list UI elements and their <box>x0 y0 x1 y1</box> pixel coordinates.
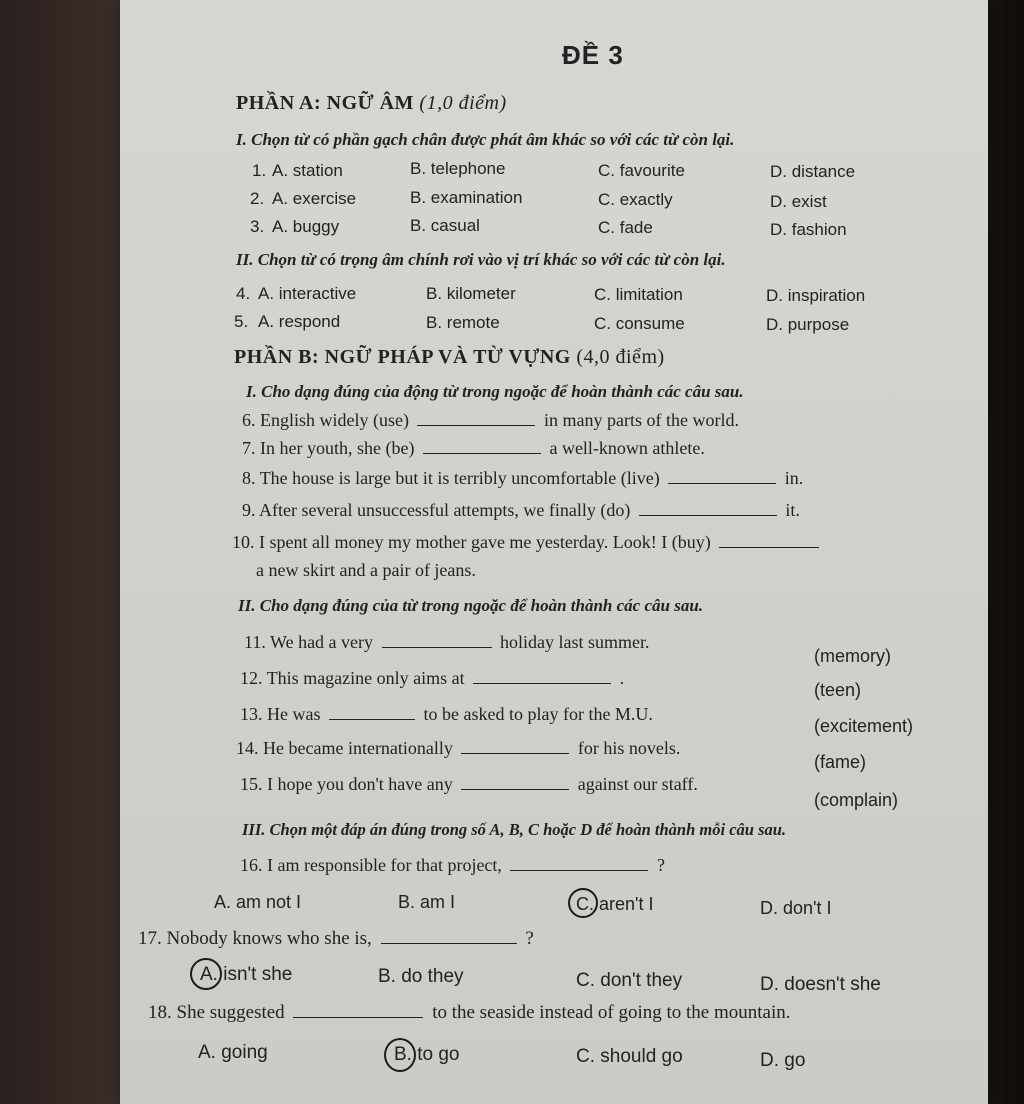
option-b: B. telephone <box>410 159 506 178</box>
question-text-end: ? <box>656 855 665 875</box>
part-b-points: (4,0 điểm) <box>576 346 665 368</box>
part-b-instruction-1: I. Cho dạng đúng của động từ trong ngoặc để hoàn thành các câu sau. <box>246 382 744 401</box>
option-c[interactable]: C. don't they <box>576 970 683 991</box>
question-text: She suggested <box>176 1002 285 1023</box>
question-text: We had a very <box>270 632 374 652</box>
question-text-end: a well-known athlete. <box>549 438 705 458</box>
question-text: Nobody knows who she is, <box>166 928 372 949</box>
option-c: C. fade <box>598 218 653 237</box>
question-text-end: in many parts of the world. <box>543 410 739 430</box>
option-c: C. limitation <box>594 285 683 304</box>
question-number: 18. <box>148 1002 172 1023</box>
question-text: I spent all money my mother gave me yesterday. Look! I (buy) <box>259 532 711 552</box>
option-b: B. casual <box>410 216 480 235</box>
option-d: D. distance <box>770 162 856 181</box>
question-text-end: against our staff. <box>577 774 698 794</box>
part-b-heading <box>234 346 665 369</box>
part-a-instruction-1: I. Chọn từ có phần gạch chân được phát âm khác so với các từ còn lại. <box>236 130 735 149</box>
option-d: D. purpose <box>766 315 850 334</box>
answer-circle-mark <box>384 1038 416 1072</box>
answer-blank[interactable] <box>719 533 819 548</box>
word-hint: (teen) <box>814 680 862 700</box>
exam-title: ĐỀ 3 <box>562 40 624 70</box>
question-number: 11. <box>244 632 266 652</box>
question-number: 17. <box>138 928 162 949</box>
option-a[interactable]: A. am not I <box>214 892 302 912</box>
part-a-instruction-2: II. Chọn từ có trọng âm chính rơi vào vị trí khác so với các từ còn lại. <box>236 250 726 269</box>
option-b: B. examination <box>410 188 523 207</box>
option-b[interactable]: B. do they <box>378 966 464 987</box>
answer-blank[interactable] <box>668 469 776 484</box>
question-text-end: to be asked to play for the M.U. <box>423 704 653 724</box>
option-c: C. favourite <box>598 161 685 180</box>
option-c[interactable]: C. should go <box>576 1046 683 1067</box>
desk-background-right <box>984 0 1024 1104</box>
question-number: 4. <box>236 284 251 303</box>
question-text-end: ? <box>525 928 534 949</box>
answer-blank[interactable] <box>417 411 535 426</box>
part-a-heading-text: PHẦN A: NGỮ ÂM <box>236 92 414 114</box>
part-a-heading <box>236 92 507 115</box>
question-text-end: for his novels. <box>577 738 681 758</box>
answer-blank[interactable] <box>510 856 648 871</box>
option-d: D. exist <box>770 192 827 211</box>
part-b-heading-text: PHẦN B: NGỮ PHÁP VÀ TỪ VỰNG <box>234 346 571 368</box>
question-text: English widely (use) <box>260 410 409 430</box>
answer-blank[interactable] <box>381 929 517 944</box>
question-text: After several unsuccessful attempts, we finally (do) <box>259 500 631 520</box>
answer-blank[interactable] <box>423 439 541 454</box>
word-hint: (complain) <box>814 790 899 810</box>
option-a: A. buggy <box>272 217 340 236</box>
question-number: 10. <box>232 532 255 552</box>
question-text: I hope you don't have any <box>267 774 453 794</box>
question-number: 16. <box>240 855 263 875</box>
answer-blank[interactable] <box>639 501 777 516</box>
question-number: 5. <box>234 312 249 331</box>
question-text: The house is large but it is terribly uncomfortable (live) <box>259 468 660 488</box>
option-a: A. interactive <box>258 284 357 303</box>
exam-paper <box>120 0 988 1104</box>
option-b: B. remote <box>426 313 500 332</box>
option-a-selected[interactable]: A. isn't she <box>200 964 293 985</box>
answer-blank[interactable] <box>461 775 569 790</box>
question-number: 14. <box>236 738 259 758</box>
answer-blank[interactable] <box>293 1003 423 1018</box>
part-b-instruction-2: II. Cho dạng đúng của từ trong ngoặc để hoàn thành các câu sau. <box>238 596 704 615</box>
part-b-instruction-3: III. Chọn một đáp án đúng trong số A, B, C hoặc D để hoàn thành mỗi câu sau. <box>242 820 787 839</box>
option-a: A. respond <box>258 312 341 331</box>
option-d: D. inspiration <box>766 286 866 305</box>
option-a: A. station <box>272 161 343 180</box>
option-b[interactable]: B. am I <box>398 892 456 912</box>
question-text: In her youth, she (be) <box>260 438 415 458</box>
word-hint: (memory) <box>814 646 891 666</box>
answer-circle-mark <box>190 958 222 990</box>
question-text-end: . <box>619 668 625 688</box>
question-number: 6. <box>242 410 256 430</box>
question-number: 7. <box>242 438 256 458</box>
option-b-selected[interactable]: B. to go <box>394 1044 460 1065</box>
question-number: 2. <box>250 189 265 208</box>
question-text: This magazine only aims at <box>266 668 465 688</box>
question-text-end: to the seaside instead of going to the mountain. <box>432 1002 791 1023</box>
answer-circle-mark <box>568 888 598 918</box>
answer-blank[interactable] <box>382 633 492 648</box>
question-text-end: it. <box>785 500 800 520</box>
question-number: 1. <box>252 161 267 180</box>
question-number: 9. <box>242 500 256 520</box>
answer-blank[interactable] <box>461 739 569 754</box>
question-text: He became internationally <box>263 738 453 758</box>
word-hint: (excitement) <box>814 716 914 736</box>
question-text: I am responsible for that project, <box>267 855 502 875</box>
question-number: 3. <box>250 217 265 236</box>
part-a-points: (1,0 điểm) <box>419 92 507 114</box>
option-d[interactable]: D. go <box>760 1050 806 1071</box>
option-a: A. exercise <box>272 189 357 208</box>
option-b: B. kilometer <box>426 284 516 303</box>
option-d: D. fashion <box>770 220 847 239</box>
question-number: 13. <box>240 704 263 724</box>
answer-blank[interactable] <box>473 669 611 684</box>
option-c: C. exactly <box>598 190 673 209</box>
question-number: 8. <box>242 468 256 488</box>
question-text-end: holiday last summer. <box>500 632 650 652</box>
option-a[interactable]: A. going <box>198 1042 268 1063</box>
option-c-selected[interactable]: C. aren't I <box>576 894 654 914</box>
word-hint: (fame) <box>814 752 867 772</box>
option-d[interactable]: D. don't I <box>760 898 832 918</box>
question-text-end: in. <box>784 468 804 488</box>
question-number: 12. <box>240 668 263 688</box>
question-number: 15. <box>240 774 263 794</box>
question-text: He was <box>267 704 321 724</box>
answer-blank[interactable] <box>329 705 415 720</box>
question-text-end: a new skirt and a pair of jeans. <box>256 560 476 580</box>
option-c: C. consume <box>594 314 685 333</box>
option-d[interactable]: D. doesn't she <box>760 974 881 995</box>
